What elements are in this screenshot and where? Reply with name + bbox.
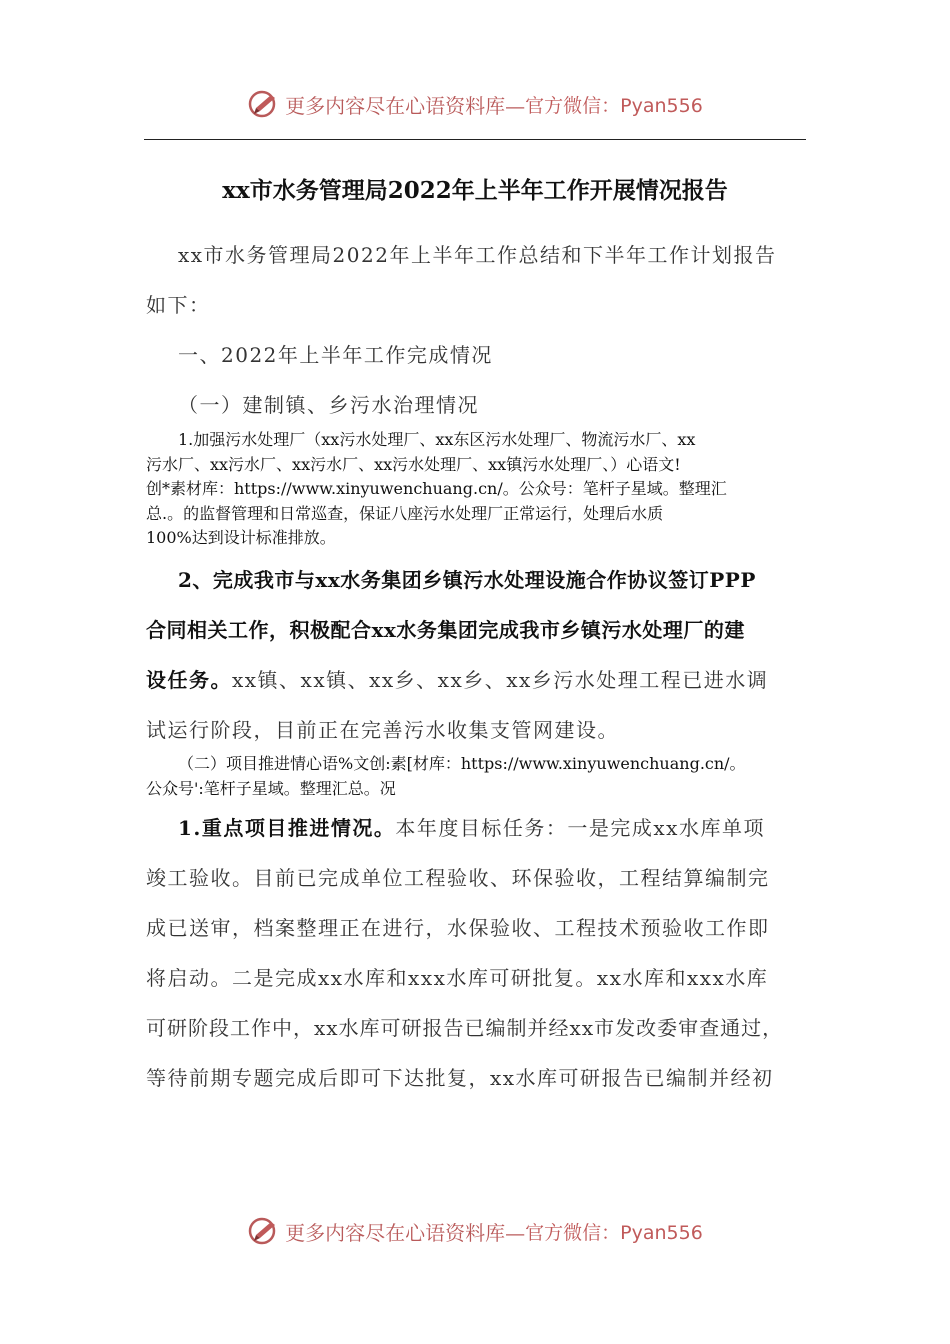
p1-line-3: 创*素材库：https://www.xinyuwenchuang.cn/。公众号：笔杆子星域。整理汇 [146,479,727,498]
header-banner [0,84,950,124]
p3-line-2: 竣工验收。目前已完成单位工程验收、环保验收，工程结算编制完 [146,866,770,890]
p2-line-4: 试运行阶段，目前正在完善污水收集支管网建设。 [146,718,619,742]
banner-wechat: 官方微信：Pyan556 [525,1221,703,1244]
sub2-line-1: （二）项目推进情心语%文创:素[材库：https://www.xinyuwenchuang.cn/。 [178,754,746,773]
paragraph-1 [146,428,811,551]
p2-bold-line-2: 合同相关工作，积极配合xx水务集团完成我市乡镇污水处理厂的建 [146,618,745,642]
p3-line-1 [146,803,811,853]
banner-text: 更多内容尽在心语资料库— [285,1220,526,1245]
intro-line-2: 如下： [146,293,211,317]
p2-bold-line-3: 设任务。 [146,668,232,692]
p3-bold-heading: 1.重点项目推进情况。 [178,816,396,840]
banner-text: 更多内容尽在心语资料库— [285,93,526,118]
paragraph-2 [146,555,811,755]
p3-rest-line-1: 本年度目标任务：一是完成xx水库单项 [395,816,765,840]
footer-banner [0,1211,950,1251]
p1-line-2: 污水厂、xx污水厂、xx污水厂、xx污水处理厂、xx镇污水处理厂、）心语文! [146,454,681,474]
p2-line-3 [146,655,811,705]
p3-line-3: 成已送审，档案整理正在进行，水保验收、工程技术预验收工作即 [146,916,770,940]
pen-logo-icon [247,87,281,121]
p2-rest-line-3: xx镇、xx镇、xx乡、xx乡、xx乡污水处理工程已进水调 [232,668,769,692]
section-heading-1: 一、2022年上半年工作完成情况 [178,343,493,367]
pen-logo-icon [247,1214,281,1248]
p3-line-5: 可研阶段工作中，xx水库可研报告已编制并经xx市发改委审查通过， [146,1016,784,1040]
p1-line-4: 总.。的监督管理和日常巡查，保证八座污水处理厂正常运行，处理后水质 [146,503,664,523]
sub2-line-2: 公众号':笔杆子星域。整理汇总。况 [146,778,396,798]
intro-paragraph [146,230,811,330]
subsection-heading-2 [146,752,811,801]
p3-line-6: 等待前期专题完成后即可下达批复，xx水库可研报告已编制并经初 [146,1066,774,1090]
document-title: xx市水务管理局2022年上半年工作开展情况报告 [222,177,728,204]
p2-bold-line-1: 2、完成我市与xx水务集团乡镇污水处理设施合作协议签订PPP [178,568,756,592]
intro-line-1: xx市水务管理局2022年上半年工作总结和下半年工作计划报告 [178,243,777,267]
p1-line-5: 100%达到设计标准排放。 [146,528,336,547]
header-divider [144,139,806,140]
p3-line-4: 将启动。二是完成xx水库和xxx水库可研批复。xx水库和xxx水库 [146,966,769,990]
subsection-heading-1: （一）建制镇、乡污水治理情况 [178,393,479,417]
paragraph-3 [146,803,811,1103]
p1-line-1: 1.加强污水处理厂（xx污水处理厂、xx东区污水处理厂、物流污水厂、xx [178,430,696,449]
banner-wechat: 官方微信：Pyan556 [525,94,703,117]
